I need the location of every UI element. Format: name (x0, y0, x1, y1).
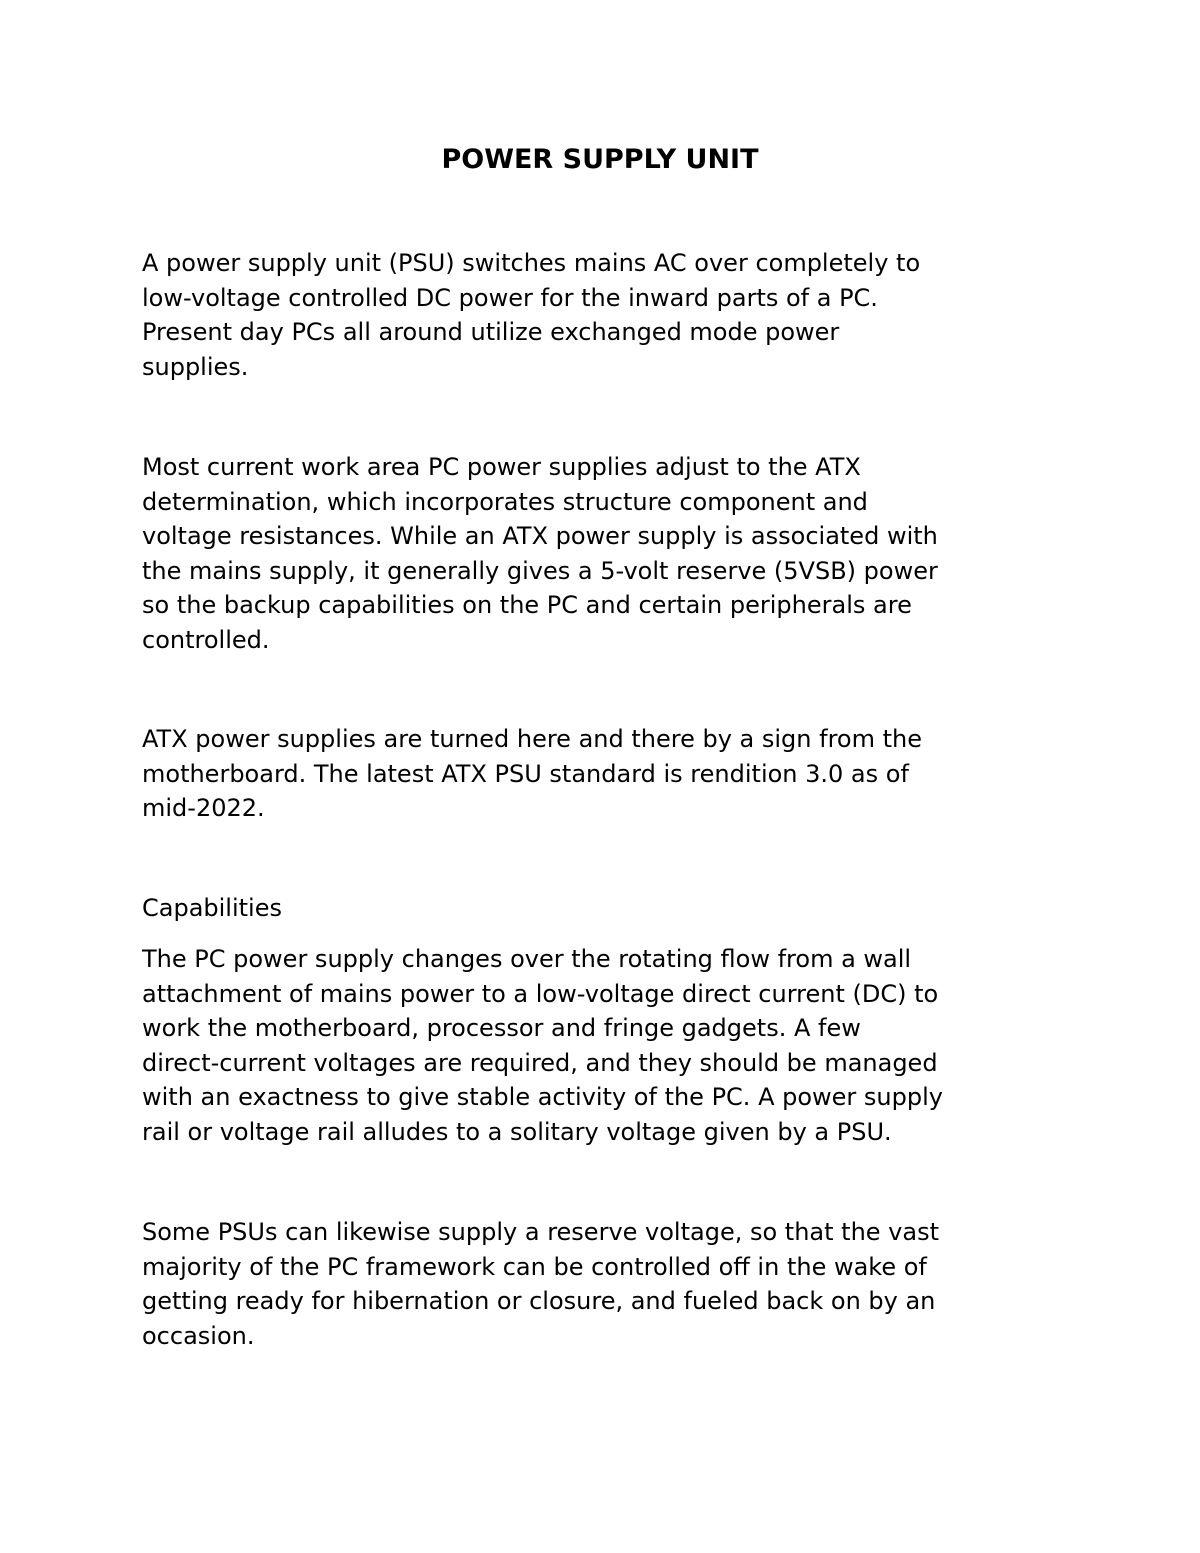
paragraph-line: Most current work area PC power supplies adjust to the ATX (142, 453, 861, 481)
paragraph-line: getting ready for hibernation or closure, and fueled back on by an (142, 1287, 936, 1316)
section-heading-text: Capabilities (142, 894, 282, 922)
paragraph-capabilities (142, 942, 1072, 1150)
document-title: POWER SUPPLY UNIT (441, 144, 759, 175)
paragraph-line: The PC power supply changes over the rotating flow from a wall (142, 945, 912, 973)
paragraph-line: determination, which incorporates structure component and (142, 487, 868, 516)
paragraph-line: A power supply unit (PSU) switches mains AC over completely to (142, 249, 921, 277)
paragraph-intro (142, 246, 1072, 384)
paragraph-line: occasion. (142, 1321, 255, 1350)
paragraph-line: so the backup capabilities on the PC and certain peripherals are (142, 591, 912, 620)
section-heading-capabilities (142, 891, 1072, 926)
paragraph-line: voltage resistances. While an ATX power supply is associated with (142, 522, 938, 551)
paragraph-line: work the motherboard, processor and fringe gadgets. A few (142, 1014, 861, 1043)
paragraph-line: low-voltage controlled DC power for the inward parts of a PC. (142, 283, 878, 312)
paragraph-line: controlled. (142, 625, 270, 654)
paragraph-line: Present day PCs all around utilize exchanged mode power (142, 318, 840, 347)
paragraph-line: Some PSUs can likewise supply a reserve voltage, so that the vast (142, 1218, 939, 1246)
paragraph-line: with an exactness to give stable activity of the PC. A power supply (142, 1083, 943, 1112)
paragraph-atx-standard (142, 722, 1072, 826)
paragraph-atx-spec (142, 450, 1072, 658)
paragraph-line: supplies. (142, 352, 249, 381)
paragraph-line: rail or voltage rail alludes to a solitary voltage given by a PSU. (142, 1117, 892, 1146)
paragraph-reserve-voltage (142, 1215, 1072, 1353)
paragraph-line: ATX power supplies are turned here and there by a sign from the (142, 725, 922, 753)
paragraph-line: the mains supply, it generally gives a 5-volt reserve (5VSB) power (142, 556, 938, 585)
paragraph-line: mid-2022. (142, 794, 265, 823)
paragraph-line: majority of the PC framework can be controlled off in the wake of (142, 1252, 927, 1281)
paragraph-line: motherboard. The latest ATX PSU standard is rendition 3.0 as of (142, 759, 909, 788)
paragraph-line: direct-current voltages are required, and they should be managed (142, 1048, 938, 1077)
paragraph-line: attachment of mains power to a low-voltage direct current (DC) to (142, 979, 939, 1008)
